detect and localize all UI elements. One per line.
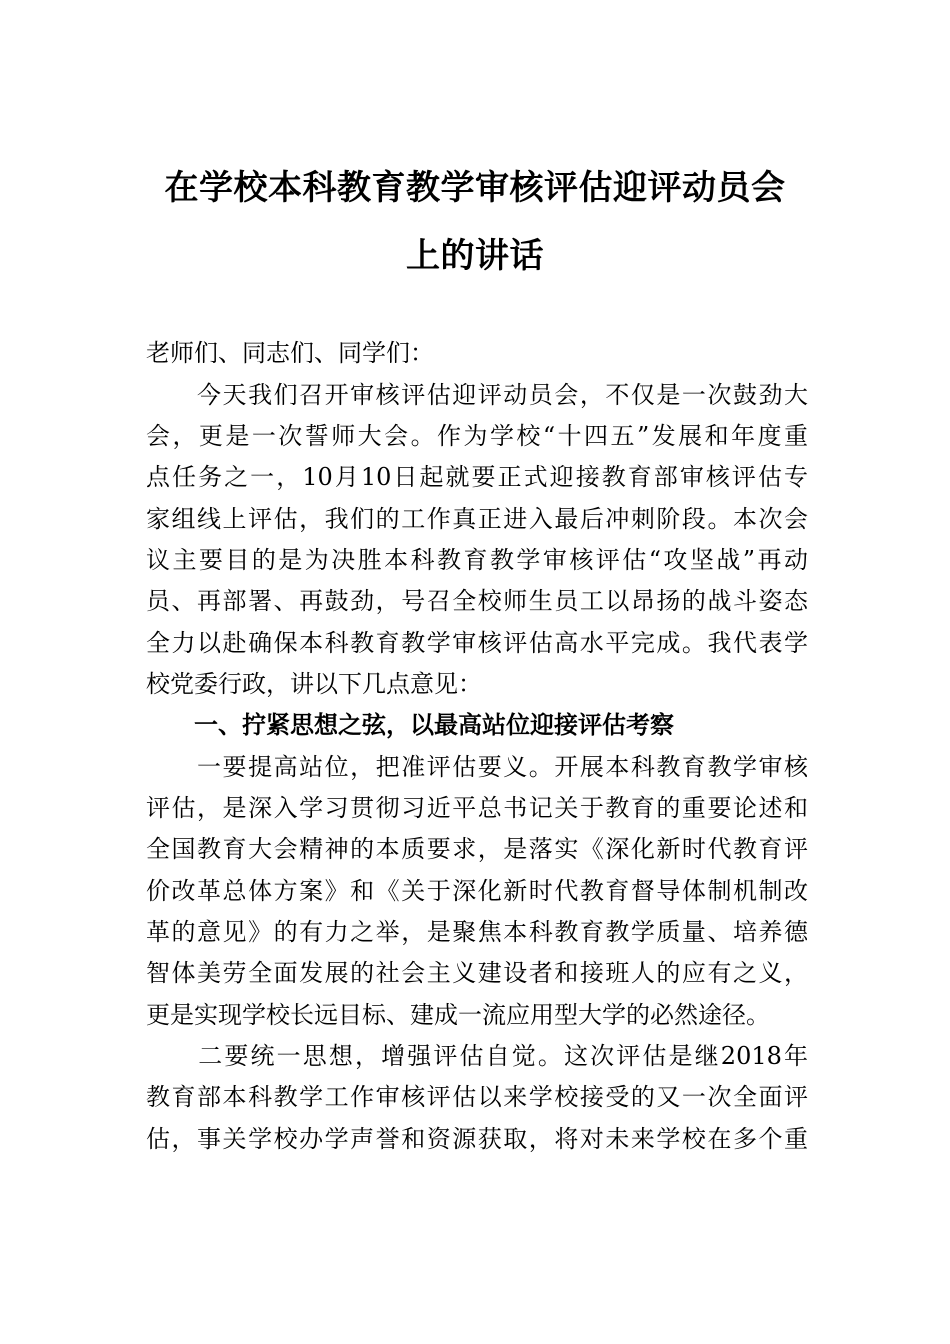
body-line: 估，事关学校办学声誉和资源获取，将对未来学校在多个重 — [146, 1125, 808, 1153]
body-line: 今天我们召开审核评估迎评动员会，不仅是一次鼓劲大 — [146, 381, 808, 409]
body-line: 更是实现学校长远目标、建成一流应用型大学的必然途径。 — [146, 1001, 770, 1029]
body-line: 价改革总体方案》和《关于深化新时代教育督导体制机制改 — [146, 877, 808, 905]
body-line: 革的意见》的有力之举，是聚焦本科教育教学质量、培养德 — [146, 918, 808, 946]
body-line: 员、再部署、再鼓劲，号召全校师生员工以昂扬的战斗姿态 — [146, 587, 808, 615]
salutation-line: 老师们、同志们、同学们： — [146, 339, 434, 367]
body-line: 评估，是深入学习贯彻习近平总书记关于教育的重要论述和 — [146, 794, 808, 822]
document-title-line-1: 在学校本科教育教学审核评估迎评动员会 — [164, 168, 786, 208]
body-line: 全力以赴确保本科教育教学审核评估高水平完成。我代表学 — [146, 629, 808, 657]
body-line: 会，更是一次誓师大会。作为学校“十四五”发展和年度重 — [146, 422, 808, 450]
body-line: 校党委行政，讲以下几点意见： — [146, 670, 482, 698]
body-line: 教育部本科教学工作审核评估以来学校接受的又一次全面评 — [146, 1083, 808, 1111]
body-line: 全国教育大会精神的本质要求，是落实《深化新时代教育评 — [146, 835, 808, 863]
document-title-line-2: 上的讲话 — [406, 236, 544, 276]
body-line: 智体美劳全面发展的社会主义建设者和接班人的应有之义， — [146, 959, 808, 987]
body-line: 一要提高站位，把准评估要义。开展本科教育教学审核 — [146, 753, 808, 781]
body-line: 点任务之一，10月10日起就要正式迎接教育部审核评估专 — [146, 463, 808, 491]
body-line: 二要统一思想，增强评估自觉。这次评估是继2018年 — [146, 1042, 808, 1070]
body-line: 议主要目的是为决胜本科教育教学审核评估“攻坚战”再动 — [146, 546, 808, 574]
section-heading: 一、拧紧思想之弦，以最高站位迎接评估考察 — [146, 711, 674, 739]
body-line: 家组线上评估，我们的工作真正进入最后冲刺阶段。本次会 — [146, 505, 808, 533]
